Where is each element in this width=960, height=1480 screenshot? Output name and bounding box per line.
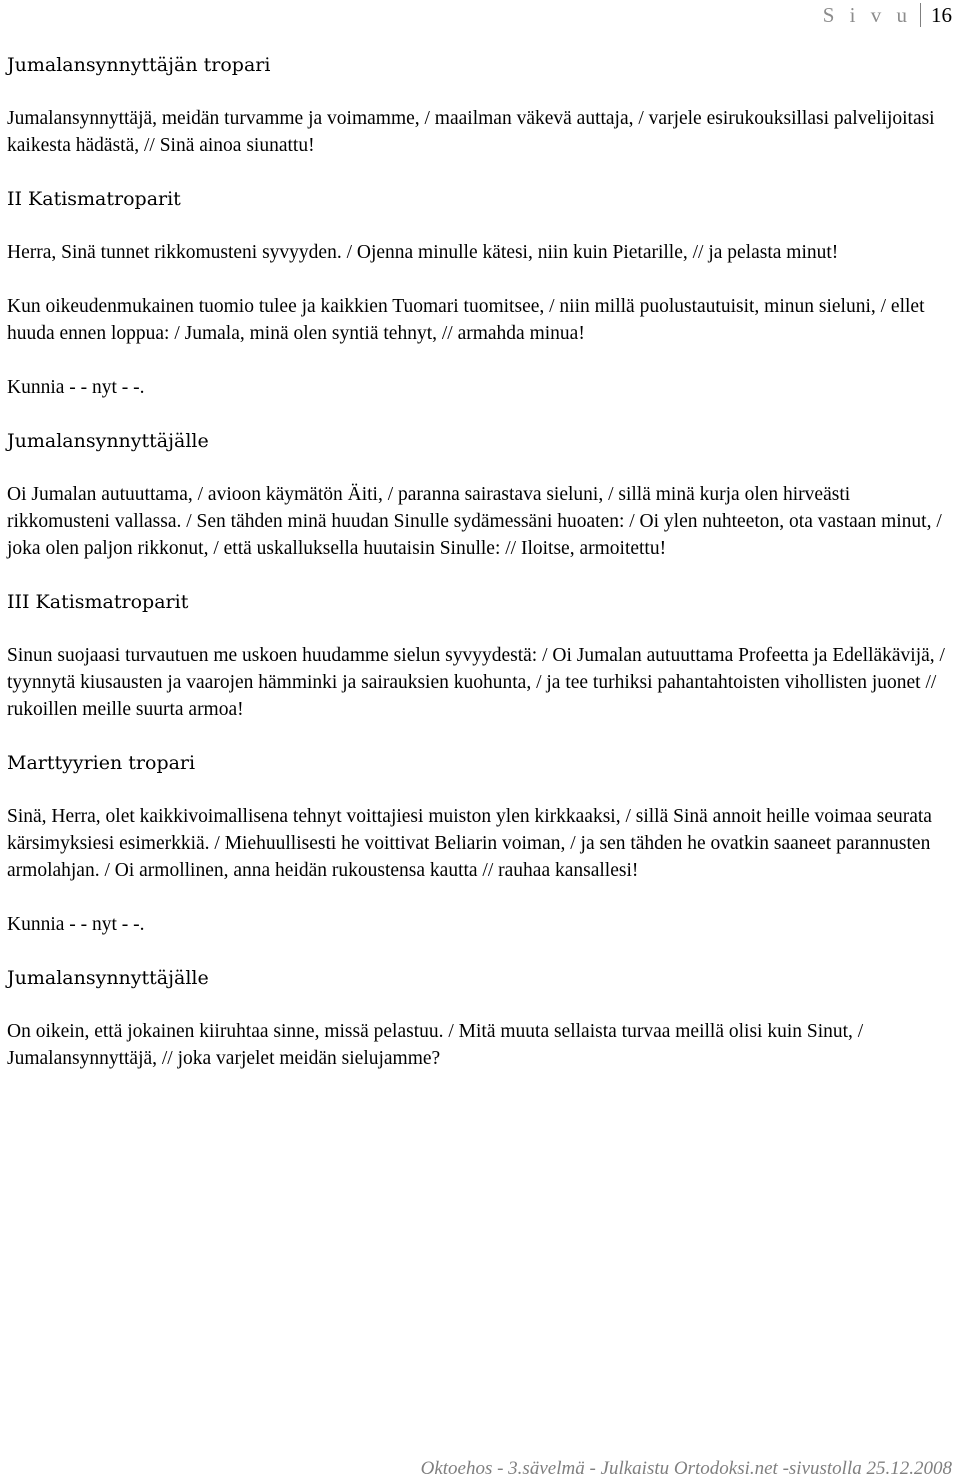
- section-heading: Marttyyrien tropari: [7, 752, 196, 774]
- paragraph: On oikein, että jokainen kiiruhtaa sinne, missä pelastuu. / Mitä muuta sellaista turvaa meillä olisi kuin Sinut, / Jumalansynnyttäjä, // joka varjelet meidän sielujamme?: [7, 1021, 864, 1069]
- paragraph: Herra, Sinä tunnet rikkomusteni syvyyden. / Ojenna minulle kätesi, niin kuin Pietarille, // ja pelasta minut!: [7, 242, 839, 263]
- paragraph: Jumalansynnyttäjä, meidän turvamme ja voimamme, / maailman väkevä auttaja, / varjele esirukouksillasi palvelijoitasi kaikesta hädästä, // Sinä ainoa siunattu!: [7, 108, 935, 156]
- paragraph: Kunnia - - nyt - -.: [7, 377, 145, 398]
- paragraph: Sinä, Herra, olet kaikkivoimallisena tehnyt voittajiesi muiston ylen kirkkaaksi, / sillä Sinä annoit heille voimaa seurata kärsimyksiesi esimerkkiä. / Miehuullisesti he voittivat Beliarin voiman, / ja sen tähden he ovatkin saaneet parannusten armolahjan. / Oi armollinen, anna heidän rukoustensa kautta // rauhaa kansallesi!: [7, 806, 932, 881]
- page-separator: [920, 3, 921, 27]
- section-heading: III Katismatroparit: [7, 591, 189, 613]
- section-heading: Jumalansynnyttäjälle: [7, 430, 209, 452]
- paragraph: Sinun suojaasi turvautuen me uskoen huudamme sielun syvyydestä: / Oi Jumalan autuuttama Profeetta ja Edelläkävijä, / tyynnytä kiusausten ja vaarojen hämminki ja sairauksien kuohunta, / ja tee turhiksi pahantahtoisten vihollisten juonet // rukoillen meille suurta armoa!: [7, 645, 945, 720]
- page-label: S i v u: [822, 2, 912, 27]
- section-heading: Jumalansynnyttäjän tropari: [7, 54, 271, 76]
- section-heading: II Katismatroparit: [7, 188, 181, 210]
- document-body: [7, 52, 947, 1099]
- page-footer: Oktoehos - 3.sävelmä - Julkaistu Ortodoksi.net -sivustolla 25.12.2008: [420, 1458, 952, 1479]
- section-heading: Jumalansynnyttäjälle: [7, 967, 209, 989]
- paragraph: Oi Jumalan autuuttama, / avioon käymätön Äiti, / paranna sairastava sieluni, / sillä minä kurja olen hirveästi rikkomusteni vallassa. / Sen tähden minä huudan Sinulle sydämessäni huoaten: / Oi ylen nuhteeton, ota vastaan minut, / joka olen paljon rikkonut, / että uskalluksella huutaisin Sinulle: // Iloitse, armoitettu!: [7, 484, 942, 559]
- page-header: [823, 0, 952, 30]
- paragraph: Kun oikeudenmukainen tuomio tulee ja kaikkien Tuomari tuomitsee, / niin millä puolustautuisit, minun sieluni, / ellet huuda ennen loppua: / Jumala, minä olen syntiä tehnyt, // armahda minua!: [7, 296, 925, 344]
- paragraph: Kunnia - - nyt - -.: [7, 914, 145, 935]
- page-number: 16: [931, 2, 952, 27]
